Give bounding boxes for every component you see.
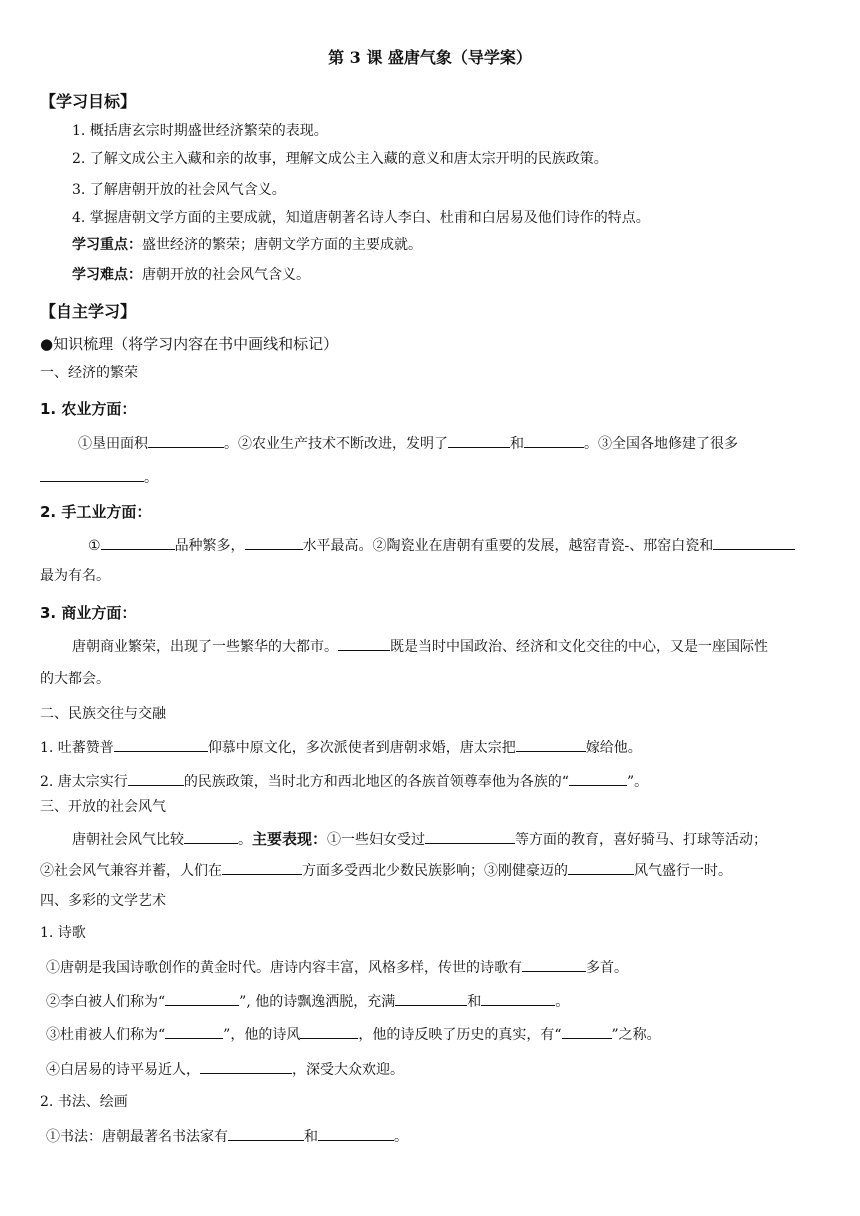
craft-line-2: 最为有名。 bbox=[40, 568, 110, 584]
knowledge-note: ●知识梳理（将学习内容在书中画线和标记） bbox=[40, 335, 339, 353]
fill-blank[interactable] bbox=[148, 433, 224, 448]
open-line-2: ②社会风气兼容并蓄，人们在 方面多受西北少数民族影响；③刚健豪迈的 风气盛行一时。 bbox=[40, 860, 732, 881]
fill-blank[interactable] bbox=[516, 737, 586, 752]
goal-item: 4. 掌握唐朝文学方面的主要成就，知道唐朝著名诗人李白、杜甫和白居易及他们诗作的特点。 bbox=[72, 210, 650, 226]
goal-item: 2. 了解文成公主入藏和亲的故事，理解文成公主入藏的意义和唐太宗开明的民族政策。 bbox=[72, 151, 608, 167]
fill-blank[interactable] bbox=[568, 860, 634, 875]
fill-blank[interactable] bbox=[448, 433, 510, 448]
difficulty-text: 唐朝开放的社会风气含义。 bbox=[142, 267, 310, 283]
section-ethnic: 二、民族交往与交融 bbox=[40, 706, 166, 722]
key-points bbox=[72, 235, 422, 255]
goals-heading: 【学习目标】 bbox=[40, 92, 137, 111]
fill-blank[interactable] bbox=[40, 467, 144, 482]
craft-line-1: ① 品种繁多， 水平最高。②陶瓷业在唐朝有重要的发展，越窑青瓷-、邢窑白瓷和 bbox=[88, 535, 795, 556]
ethnic-line-1: 1. 吐蕃赞普 仰慕中原文化，多次派使者到唐朝求婚，唐太宗把 嫁给他。 bbox=[40, 737, 642, 758]
poetry-line-2: ②李白被人们称为“ ”, 他的诗飘逸洒脱，充满 和 。 bbox=[46, 991, 569, 1012]
main-performance-label: 主要表现： bbox=[252, 830, 328, 848]
fill-blank[interactable] bbox=[524, 433, 584, 448]
poetry-line-3: ③杜甫被人们称为“ ”，他的诗风 ，他的诗反映了历史的真实，有“ ”之称。 bbox=[46, 1024, 661, 1045]
section-literature: 四、多彩的文学艺术 bbox=[40, 893, 166, 909]
fill-blank[interactable] bbox=[425, 829, 515, 844]
fill-blank[interactable] bbox=[481, 991, 555, 1006]
fill-blank[interactable] bbox=[165, 1024, 223, 1039]
agri-line-1: ①垦田面积 。②农业生产技术不断改进，发明了 和 。③全国各地修建了很多 bbox=[78, 433, 738, 454]
agri-heading: 1. 农业方面： bbox=[40, 400, 137, 418]
fill-blank[interactable] bbox=[562, 1024, 612, 1039]
section-open-society: 三、开放的社会风气 bbox=[40, 799, 166, 815]
fill-blank[interactable] bbox=[318, 1126, 394, 1141]
fill-blank[interactable] bbox=[200, 1059, 292, 1074]
fill-blank[interactable] bbox=[395, 991, 467, 1006]
commerce-line-2: 的大都会。 bbox=[40, 671, 110, 687]
goal-item: 1. 概括唐玄宗时期盛世经济繁荣的表现。 bbox=[72, 123, 328, 139]
difficulty-label: 学习难点： bbox=[72, 267, 142, 283]
fill-blank[interactable] bbox=[165, 991, 239, 1006]
fill-blank[interactable] bbox=[184, 829, 238, 844]
poetry-line-4: ④白居易的诗平易近人， ，深受大众欢迎。 bbox=[46, 1059, 404, 1080]
section-economy: 一、经济的繁荣 bbox=[40, 365, 138, 381]
page-title: 第 3 课 盛唐气象（导学案） bbox=[328, 48, 532, 67]
poetry-heading: 1. 诗歌 bbox=[40, 925, 86, 941]
poetry-line-1: ①唐朝是我国诗歌创作的黄金时代。唐诗内容丰富，风格多样，传世的诗歌有 多首。 bbox=[46, 957, 628, 978]
ethnic-line-2: 2. 唐太宗实行 的民族政策，当时北方和西北地区的各族首领尊奉他为各族的“ ”。 bbox=[40, 771, 648, 792]
goal-item: 3. 了解唐朝开放的社会风气含义。 bbox=[72, 182, 286, 198]
fill-blank[interactable] bbox=[222, 860, 302, 875]
art-heading: 2. 书法、绘画 bbox=[40, 1094, 128, 1110]
fill-blank[interactable] bbox=[300, 1024, 358, 1039]
fill-blank[interactable] bbox=[128, 771, 184, 786]
fill-blank[interactable] bbox=[338, 636, 390, 651]
agri-line-2: 。 bbox=[40, 467, 158, 488]
key-text: 盛世经济的繁荣；唐朝文学方面的主要成就。 bbox=[142, 237, 422, 253]
difficult-points bbox=[72, 265, 310, 285]
fill-blank[interactable] bbox=[114, 737, 208, 752]
commerce-heading: 3. 商业方面： bbox=[40, 604, 137, 622]
fill-blank[interactable] bbox=[245, 535, 303, 550]
key-label: 学习重点： bbox=[72, 237, 142, 253]
fill-blank[interactable] bbox=[569, 771, 627, 786]
fill-blank[interactable] bbox=[522, 957, 586, 972]
fill-blank[interactable] bbox=[228, 1126, 304, 1141]
self-study-heading: 【自主学习】 bbox=[40, 302, 137, 321]
open-line-1: 唐朝社会风气比较 。主要表现：①一些妇女受过 等方面的教育，喜好骑马、打球等活动； bbox=[72, 830, 768, 848]
craft-heading: 2. 手工业方面： bbox=[40, 503, 152, 521]
fill-blank[interactable] bbox=[713, 535, 795, 550]
commerce-line-1: 唐朝商业繁荣，出现了一些繁华的大都市。 既是当时中国政治、经济和文化交往的中心，又是一座国际性 bbox=[72, 636, 768, 657]
art-line-1: ①书法：唐朝最著名书法家有 和 。 bbox=[46, 1126, 408, 1147]
fill-blank[interactable] bbox=[101, 535, 175, 550]
